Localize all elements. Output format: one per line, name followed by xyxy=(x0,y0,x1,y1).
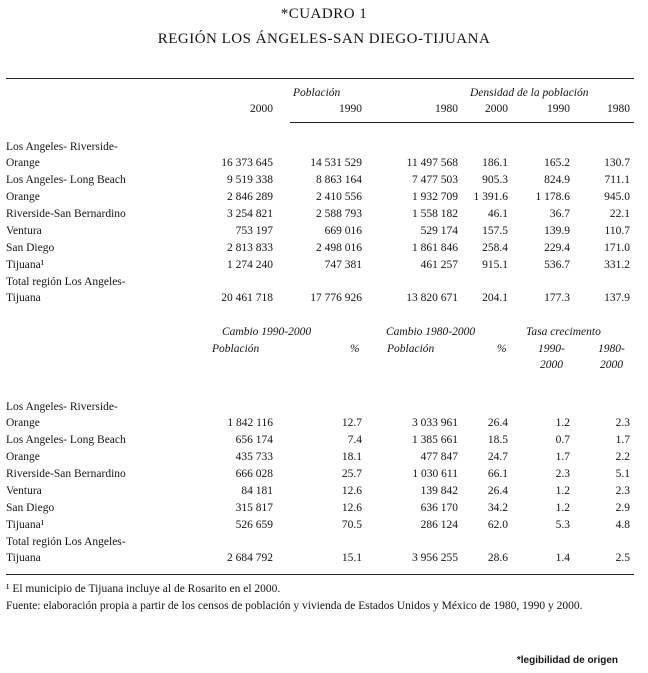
row-label: Los Angeles- Riverside- xyxy=(6,401,118,413)
table-cell: 636 170 xyxy=(420,502,458,514)
table-cell: 2.3 xyxy=(615,417,630,429)
table-cell: 17 776 926 xyxy=(310,292,362,304)
row-label: Tijuana xyxy=(6,292,41,304)
table-cell: 157.5 xyxy=(482,225,508,237)
year-header: 2000 xyxy=(250,103,273,115)
table-cell: 536.7 xyxy=(544,259,570,271)
table-cell: 66.1 xyxy=(487,468,508,480)
table-cell: 945.0 xyxy=(604,191,630,203)
table-cell: 2 588 793 xyxy=(316,208,362,220)
row-label: Tijuana¹ xyxy=(6,519,45,531)
year-header: 1990 xyxy=(547,103,570,115)
header-cambio-1980-2000: Cambio 1980-2000 xyxy=(386,326,476,338)
header-rule xyxy=(290,122,634,123)
table-cell: 0.7 xyxy=(555,434,570,446)
table-cell: 2 684 792 xyxy=(227,552,273,564)
table-cell: 1 932 709 xyxy=(412,191,458,203)
source-note: Fuente: elaboración propia a partir de los censos de población y vivienda de Estados Unidos y México de 1980, 1990 y 2000. xyxy=(6,600,583,612)
table-cell: 529 174 xyxy=(420,225,458,237)
table-cell: 9 519 338 xyxy=(227,174,273,186)
table-cell: 84 181 xyxy=(241,485,273,497)
table-cell: 711.1 xyxy=(604,174,630,186)
table-cell: 1 030 611 xyxy=(412,468,458,480)
table-cell: 915.1 xyxy=(482,259,508,271)
table-cell: 139 842 xyxy=(420,485,458,497)
table-cell: 165.2 xyxy=(544,157,570,169)
row-label: Total región Los Angeles- xyxy=(6,536,126,548)
table-cell: 331.2 xyxy=(604,259,630,271)
row-label: San Diego xyxy=(6,242,55,254)
year-header: 2000 xyxy=(485,103,508,115)
table-cell: 12.7 xyxy=(341,417,362,429)
table-cell: 16 373 645 xyxy=(221,157,273,169)
table-cell: 26.4 xyxy=(487,485,508,497)
table-cell: 18.5 xyxy=(487,434,508,446)
row-label: Ventura xyxy=(6,225,42,237)
table-cell: 15.1 xyxy=(341,552,362,564)
table-title: *CUADRO 1 xyxy=(280,6,368,22)
subheader-pct: % xyxy=(497,343,507,355)
table-cell: 1.7 xyxy=(615,434,630,446)
table-cell: 1.2 xyxy=(555,485,570,497)
table-cell: 11 497 568 xyxy=(406,157,458,169)
row-label: Riverside-San Bernardino xyxy=(6,468,126,480)
row-label: Orange xyxy=(6,157,40,169)
table-cell: 666 028 xyxy=(235,468,273,480)
table-cell: 2.2 xyxy=(615,451,630,463)
table-cell: 3 956 255 xyxy=(412,552,458,564)
table-cell: 26.4 xyxy=(487,417,508,429)
table-cell: 2.3 xyxy=(555,468,570,480)
table-cell: 1 861 846 xyxy=(412,242,458,254)
table-cell: 2.5 xyxy=(615,552,630,564)
header-cambio-1990-2000: Cambio 1990-2000 xyxy=(222,326,312,338)
table-cell: 12.6 xyxy=(341,485,362,497)
year-header: 1990 xyxy=(339,103,362,115)
table-cell: 13 820 671 xyxy=(406,292,458,304)
table-cell: 3 254 821 xyxy=(227,208,273,220)
table-cell: 461 257 xyxy=(420,259,458,271)
top-rule xyxy=(6,78,634,79)
table-cell: 177.3 xyxy=(544,292,570,304)
table-cell: 186.1 xyxy=(482,157,508,169)
table-cell: 477 847 xyxy=(420,451,458,463)
table-cell: 1.7 xyxy=(555,451,570,463)
table-cell: 4.8 xyxy=(615,519,630,531)
table-cell: 12.6 xyxy=(341,502,362,514)
table-cell: 229.4 xyxy=(544,242,570,254)
subheader-pct: % xyxy=(350,343,360,355)
table-cell: 25.7 xyxy=(341,468,362,480)
table-cell: 824.9 xyxy=(544,174,570,186)
subheader-tasa: 2000 xyxy=(540,359,563,371)
row-label: Orange xyxy=(6,191,40,203)
subheader-poblacion: Población xyxy=(387,343,435,355)
table-cell: 526 659 xyxy=(235,519,273,531)
table-cell: 669 016 xyxy=(324,225,362,237)
table-cell: 62.0 xyxy=(487,519,508,531)
row-label: Total región Los Angeles- xyxy=(6,276,126,288)
table-cell: 20 461 718 xyxy=(221,292,273,304)
table-cell: 1.2 xyxy=(555,417,570,429)
table-cell: 130.7 xyxy=(604,157,630,169)
table-cell: 7.4 xyxy=(347,434,362,446)
row-label: Orange xyxy=(6,417,40,429)
table-cell: 204.1 xyxy=(482,292,508,304)
table-cell: 139.9 xyxy=(544,225,570,237)
table-cell: 46.1 xyxy=(487,208,508,220)
header-densidad: Densidad de la población xyxy=(470,87,589,99)
table-cell: 171.0 xyxy=(604,242,630,254)
table-cell: 258.4 xyxy=(482,242,508,254)
row-label: Tijuana¹ xyxy=(6,259,45,271)
table-cell: 2.3 xyxy=(615,485,630,497)
table-cell: 1.2 xyxy=(555,502,570,514)
row-label: Riverside-San Bernardino xyxy=(6,208,126,220)
footnote: ¹ El municipio de Tijuana incluye al de Rosarito en el 2000. xyxy=(6,583,281,595)
table-cell: 1.4 xyxy=(555,552,570,564)
table-cell: 3 033 961 xyxy=(412,417,458,429)
table-cell: 2 813 833 xyxy=(227,242,273,254)
header-poblacion: Población xyxy=(293,87,341,99)
table-cell: 110.7 xyxy=(604,225,630,237)
table-cell: 5.3 xyxy=(555,519,570,531)
table-cell: 28.6 xyxy=(487,552,508,564)
table-cell: 18.1 xyxy=(341,451,362,463)
table-cell: 1 558 182 xyxy=(412,208,458,220)
table-cell: 1 391.6 xyxy=(473,191,508,203)
table-cell: 34.2 xyxy=(487,502,508,514)
row-label: Los Angeles- Long Beach xyxy=(6,174,126,186)
table-cell: 315 817 xyxy=(235,502,273,514)
subheader-poblacion: Población xyxy=(212,343,260,355)
row-label: Ventura xyxy=(6,485,42,497)
row-label: San Diego xyxy=(6,502,55,514)
table-cell: 22.1 xyxy=(609,208,630,220)
table-subtitle: REGIÓN LOS ÁNGELES-SAN DIEGO-TIJUANA xyxy=(157,31,491,47)
table-cell: 656 174 xyxy=(235,434,273,446)
table-cell: 905.3 xyxy=(482,174,508,186)
year-header: 1980 xyxy=(607,103,630,115)
table-cell: 14 531 529 xyxy=(310,157,362,169)
header-tasa-crecimiento: Tasa crecimento xyxy=(526,326,601,338)
table-cell: 8 863 164 xyxy=(316,174,362,186)
table-cell: 2.9 xyxy=(615,502,630,514)
table-cell: 435 733 xyxy=(235,451,273,463)
subheader-tasa: 2000 xyxy=(600,359,623,371)
table-cell: 137.9 xyxy=(604,292,630,304)
table-cell: 286 124 xyxy=(420,519,458,531)
row-label: Los Angeles- Riverside- xyxy=(6,141,118,153)
table-cell: 2 410 556 xyxy=(316,191,362,203)
year-header: 1980 xyxy=(435,103,458,115)
table-cell: 5.1 xyxy=(615,468,630,480)
table-cell: 2 498 016 xyxy=(316,242,362,254)
table-cell: 747 381 xyxy=(324,259,362,271)
subheader-tasa: 1990- xyxy=(538,343,565,355)
subheader-tasa: 1980- xyxy=(598,343,625,355)
table-cell: 24.7 xyxy=(487,451,508,463)
table-cell: 36.7 xyxy=(549,208,570,220)
table-cell: 70.5 xyxy=(341,519,362,531)
table-cell: 1 385 661 xyxy=(412,434,458,446)
row-label: Tijuana xyxy=(6,552,41,564)
table-cell: 753 197 xyxy=(235,225,273,237)
row-label: Los Angeles- Long Beach xyxy=(6,434,126,446)
table-cell: 7 477 503 xyxy=(412,174,458,186)
bottom-rule xyxy=(6,574,634,575)
table-cell: 2 846 289 xyxy=(227,191,273,203)
row-label: Orange xyxy=(6,451,40,463)
table-cell: 1 178.6 xyxy=(535,191,570,203)
legibility-note: *legibilidad de origen xyxy=(516,655,618,666)
table-cell: 1 842 116 xyxy=(227,417,273,429)
table-cell: 1 274 240 xyxy=(227,259,273,271)
